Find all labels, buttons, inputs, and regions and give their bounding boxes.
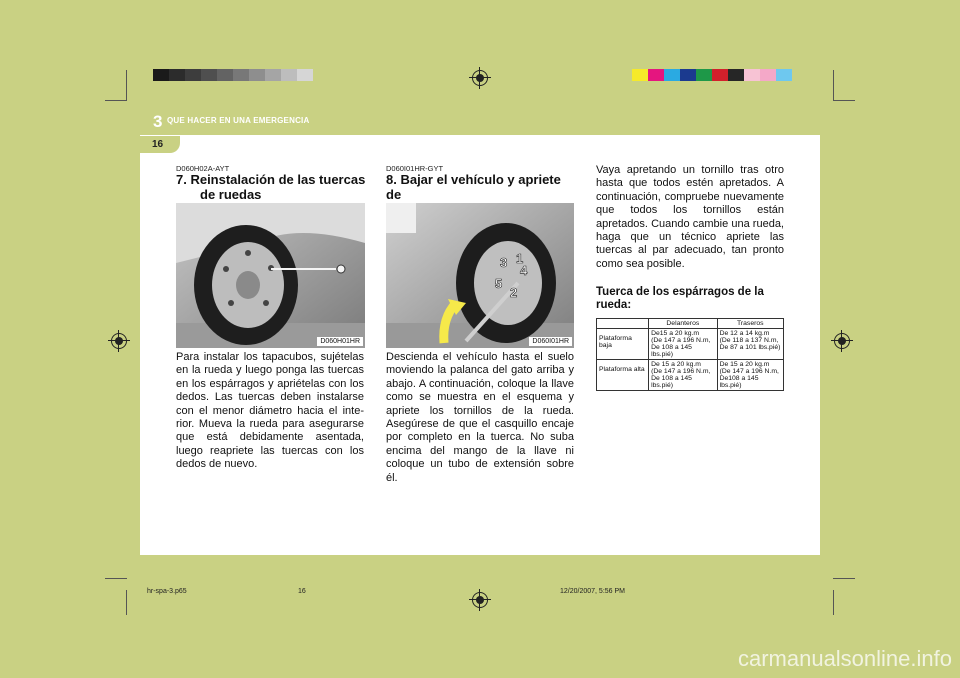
crop-mark (105, 578, 127, 579)
photo-label: D060I01HR (529, 337, 572, 346)
body-text: Vaya apretando un tornillo tras otro hasta que todos estén apretados. A continuación, compruebe nuevamente que todos los tornillos están apretados. Cuando cambie una rueda, haga que un técnico apriete las tuercas al par adecuado, tan pronto como sea posible. (596, 164, 784, 270)
registration-mark-icon (472, 592, 488, 608)
registration-mark-icon (111, 333, 127, 349)
crop-mark (126, 70, 127, 100)
footer-datetime: 12/20/2007, 5:56 PM (560, 588, 625, 595)
section-title: QUE HACER EN UNA EMERGENCIA (167, 116, 310, 125)
crop-mark (833, 590, 834, 615)
photo-label: D060H01HR (317, 337, 363, 346)
section-heading: 7. Reinstalación de las tuercas de ruedas (176, 172, 366, 202)
bolt-number: 2 (510, 285, 518, 300)
table-header (597, 319, 649, 329)
section-heading: 8. Bajar el vehículo y apriete de (386, 172, 561, 202)
section-code: D060I01HR-GYT (386, 164, 444, 173)
crop-mark (833, 70, 834, 100)
table-cell: De 12 a 14 kg.m (De 118 a 137 N.m, De 87 a 101 lbs.pié) (717, 329, 783, 360)
page-number: 16 (152, 139, 164, 150)
table-cell: De 15 a 20 kg.m (De 147 a 196 N.m, De108 a 145 lbs.pié) (717, 360, 783, 391)
crop-mark (105, 100, 127, 101)
table-cell: Plataforma alta (597, 360, 649, 391)
table-cell: De 15 a 20 kg.m (De 147 a 196 N.m, De 108 a 145 lbs.pié) (649, 360, 717, 391)
crop-mark (126, 590, 127, 615)
table-cell: De15 a 20 kg.m (De 147 a 196 N.m, De 108 a 145 lbs.pié) (649, 329, 717, 360)
table-cell: Plataforma baja (597, 329, 649, 360)
cmyk-color-bar (632, 69, 792, 81)
wrench-photo (386, 203, 574, 348)
registration-mark-icon (472, 70, 488, 86)
table-heading: Tuerca de los espárragos de la rueda: (596, 286, 764, 311)
bolt-number: 4 (520, 263, 528, 278)
footer-filename: hr-spa-3.p65 (147, 588, 187, 595)
watermark: carmanualsonline.info (737, 646, 952, 671)
table-row (597, 360, 784, 391)
bolt-number: 3 (500, 255, 508, 270)
body-text: Descienda el vehículo hasta el suelo moviendo la palanca del gato arriba y abajo. A continuación, coloque la llave como se muestra en el esquema y apriete los tornillos de la rueda. Asegúrese de que el casquillo encaje por completo en la tuerca. No suba encima del mango de la llave ni coloque un tubo de extensión sobre él. (386, 351, 574, 484)
table-header: Delanteros (649, 319, 717, 329)
wheel-photo (176, 203, 365, 348)
footer-page: 16 (298, 588, 306, 595)
table-row (597, 329, 784, 360)
registration-mark-icon (834, 333, 850, 349)
torque-table (596, 318, 784, 391)
body-text: Para instalar los tapacubos, sujételas en la rueda y luego ponga las tuercas en los espárragos y apriételas con los dedos. Las tuercas deben instalarse con el menor diámetro hacia el inte-rior. Mueva la rueda para asegurarse que está debidamente asentada, luego reapriete las tuercas con los dedos de nuevo. (176, 351, 364, 471)
crop-mark (833, 100, 855, 101)
section-number: 3 (153, 112, 163, 131)
bolt-number: 5 (495, 276, 503, 291)
table-header: Traseros (717, 319, 783, 329)
grayscale-color-bar (153, 69, 313, 81)
section-code: D060H02A-AYT (176, 164, 230, 173)
crop-mark (833, 578, 855, 579)
bolt-number: 1 (516, 251, 524, 266)
